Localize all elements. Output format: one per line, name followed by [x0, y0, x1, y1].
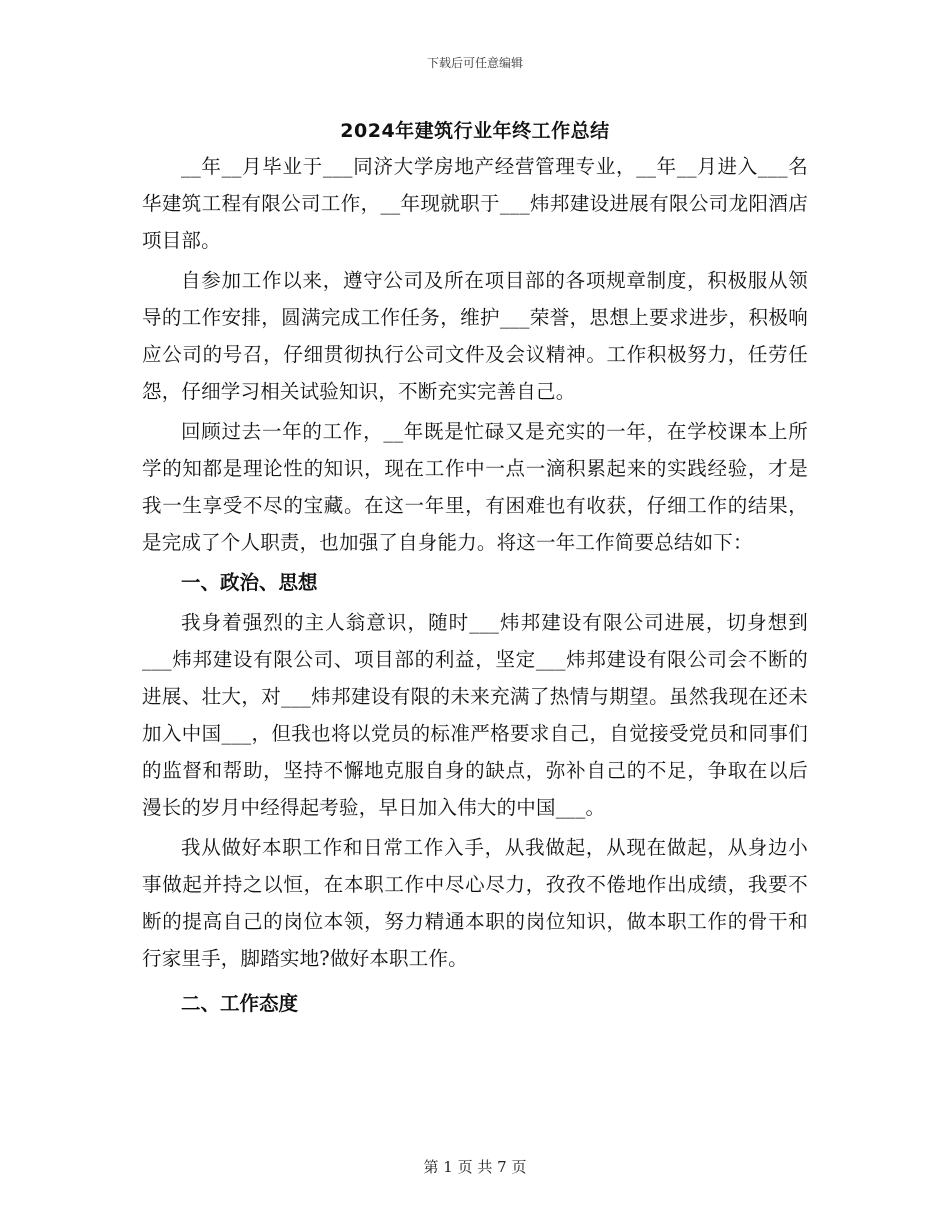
paragraph-review: 回顾过去一年的工作，__年既是忙碌又是充实的一年，在学校课本上所学的知都是理论性的知识，现在工作中一点一滴积累起来的实践经验，才是我一生享受不尽的宝藏。在这一年里，有困难也有收获，仔细工作的结果，是完成了个人职责，也加强了自身能力。将这一年工作简要总结如下： — [142, 420, 808, 554]
header-note: 下载后可任意编辑 — [426, 56, 523, 70]
page-number: 第 1 页 共 7 页 — [423, 1158, 527, 1176]
document-title: 2024年建筑行业年终工作总结 — [340, 120, 610, 142]
paragraph-intro: __年__月毕业于___同济大学房地产经营管理专业，__年__月进入___名华建筑工程有限公司工作，__年现就职于___炜邦建设进展有限公司龙阳酒店项目部。 — [142, 155, 808, 252]
paragraph-conduct: 自参加工作以来，遵守公司及所在项目部的各项规章制度，积极服从领导的工作安排，圆满完成工作任务，维护___荣誉，思想上要求进步，积极响应公司的号召，仔细贯彻执行公司文件及会议精神。工作积极努力，任劳任怨，仔细学习相关试验知识，不断充实完善自己。 — [142, 269, 808, 403]
section-heading-attitude: 二、工作态度 — [181, 992, 299, 1015]
section-heading-politics: 一、政治、思想 — [181, 571, 318, 594]
document-body — [142, 148, 808, 1022]
paragraph-duty: 我从做好本职工作和日常工作入手，从我做起，从现在做起，从身边小事做起并持之以恒，在本职工作中尽心尽力，孜孜不倦地作出成绩，我要不断的提高自己的岗位本领，努力精通本职的岗位知识，做本职工作的骨干和行家里手，脚踏实地?做好本职工作。 — [142, 836, 808, 970]
paragraph-politics: 我身着强烈的主人翁意识，随时___炜邦建设有限公司进展，切身想到___炜邦建设有限公司、项目部的利益，坚定___炜邦建设有限公司会不断的进展、壮大，对___炜邦建设有限的未来充满了热情与期望。虽然我现在还未加入中国___，但我也将以党员的标准严格要求自己，自觉接受党员和同事们的监督和帮助，坚持不懈地克服自身的缺点，弥补自己的不足，争取在以后漫长的岁月中经得起考验，早日加入伟大的中国___。 — [142, 611, 808, 819]
